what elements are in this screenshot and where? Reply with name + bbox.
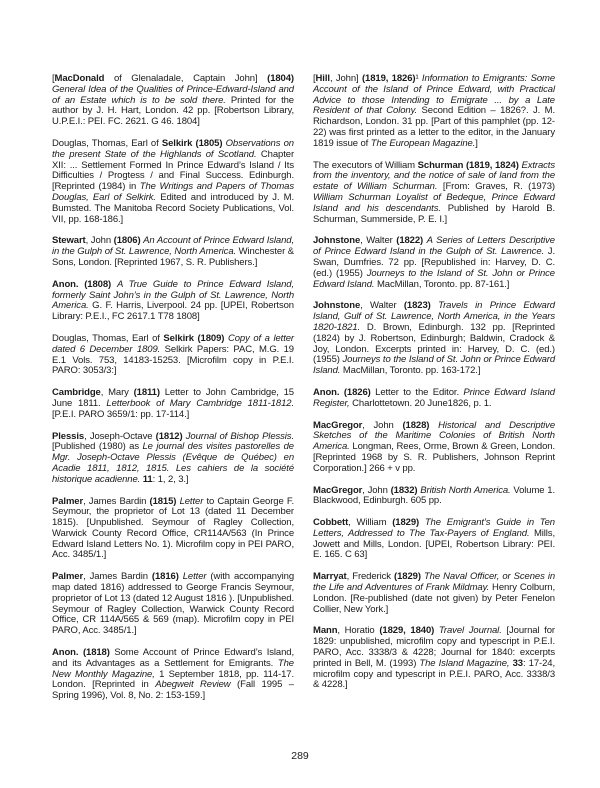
bibliography-entry: Plessis, Joseph-Octave (1812) Journal of Bishop Plessis. [Published (1980) as Le journal des visites pastorelles de Mgr. Joseph-Octave Plessis (Evêque de Québec) en Acadie 1811, 1812, 1815. Les cahiers de la société historique acadienne. 11: 1, 2, 3.] bbox=[52, 430, 294, 485]
bibliography-entry: Douglas, Thomas, Earl of Selkirk (1809) Copy of a letter dated 6 December 1809. Selkirk Papers: PAC, M.G. 19 E.1 Vols. 753, 14183-15253. [Microfilm copy in P.E.I. PARO: 3053/3:] bbox=[52, 332, 294, 377]
bibliography-entry: Palmer, James Bardin (1815) Letter to Captain George F. Seymour, the proprietor of Lot 13 (dated 11 December 1815). [Unpublished. Seymour of Ragley Collection, Warwick County Record Office, CR114A/563 (In Prince Edward Island Letters No. 1). Microfilm copy in PEI PARO, Acc. 3485/1.] bbox=[52, 495, 295, 561]
bibliography-entry: Johnstone, Walter (1822) A Series of Letters Descriptive of Prince Edward Island in the Gulph of St. Lawrence. J. Swan, Dumfries. 72 pp. [Republished in: Harvey, D. C. (ed.) (1955) Journeys to the Island of St. John or Prince Edward Island. MacMillan, Toronto. pp. 87-161.] bbox=[313, 235, 555, 290]
right-column bbox=[313, 74, 555, 702]
bibliography-entry: [Hill, John] (1819, 1826)¹ Information to Emigrants: Some Account of the Island of Prince Edward, with Practical Advice to those Intending to Emigrate ... by a Late Resident of that Colony. Second Edition – 1826?. J. M. Richardson, London. 31 pp. [Part of this pamphlet (pp. 12-22) was first printed as a letter to the editor, in the January 1819 issue of The European Magazine.] bbox=[313, 73, 555, 149]
bibliography-entry: Anon. (1818) Some Account of Prince Edward’s Island, and its Advantages as a Settlement for Emigrants. The New Monthly Magazine, 1 September 1818, pp. 114-17. London. [Reprinted in Abegweit Review (Fall 1995 – Spring 1996), Vol. 8, No. 2: 153-159.] bbox=[52, 647, 295, 702]
bibliography-entry: Douglas, Thomas, Earl of Selkirk (1805) Observations on the present State of the Highlands of Scotland. Chapter XII: ... Settlement Formed In Prince Edward’s Island / Its Difficulties / Progtess / and Final Success. Edinburgh. [Reprinted (1984) in The Writings and Papers of Thomas Douglas, Earl of Selkirk. Edited and introduced by J. M. Bumsted. The Manitoba Record Society Publications, Vol. VII, pp. 168-186.] bbox=[52, 137, 295, 225]
bibliography-entry: Stewart, John (1806) An Account of Prince Edward Island, in the Gulph of St. Lawrence, North America. Winchester & Sons, London. [Reprinted 1967, S. R. Publishers.] bbox=[52, 235, 294, 268]
bibliography-entry: Anon. (1808) A True Guide to Prince Edward Island, formerly Saint John’s in the Gulph of St. Lawrence, North America. G. F. Harris, Liverpool. 24 pp. [UPEI, Robertson Library: P.E.I., FC 2617.1 T78 1808] bbox=[52, 278, 294, 323]
bibliography-entry: The executors of William Schurman (1819, 1824) Extracts from the inventory, and the notice of sale of land from the estate of William Schurman. [From: Graves, R. (1973) William Schurman Loyalist of Bedeque, Prince Edward Island and his descendants. Published by Harold B. Schurman, Summerside, P. E. I.] bbox=[313, 159, 556, 225]
bibliography-entry: MacGregor, John (1832) British North America. Volume 1. Blackwood, Edinburgh. 605 pp. bbox=[313, 484, 555, 507]
bibliography-entry: Johnstone, Walter (1823) Travels in Prince Edward Island, Gulf of St. Lawrence, North America, in the Years 1820-1821. D. Brown, Edinburgh. 132 pp. [Reprinted (1824) by J. Robertson, Edinburgh; Baldwin, Cradock & Joy, London. Excerpts printed in: Harvey, D. C. (ed.) (1955) Journeys to the Island of St. John or Prince Edward Island. MacMillan, Toronto. pp. 163-172.] bbox=[313, 300, 556, 377]
bibliography-entry: MacGregor, John (1828) Historical and Descriptive Sketches of the Maritime Colonies of British North America. Longman, Rees, Orme, Brown & Green, London. [Reprinted 1968 by S. R. Publishers, Johnson Reprint Corporation.] 266 + v pp. bbox=[313, 419, 556, 474]
bibliography-entry: Mann, Horatio (1829, 1840) Travel Journal. [Journal for 1829: unpublished, microfilm copy and typescript in P.E.I. PARO, Acc. 3338/3 & 4228; Journal for 1840: excerpts printed in Bell, M. (1993) The Island Magazine, 33: 17-24, microfilm copy and typescript in P.E.I. PARO, Acc. 3338/3 & 4228.] bbox=[313, 625, 555, 691]
bibliography-entry: [MacDonald of Glenaladale, Captain John] (1804) General Idea of the Qualities of Prince-Edward-Island and of an Estate which is to be sold there. Printed for the author by J. H. Hart, London. 42 pp. [Robertson Library, U.P.E.I.: PEI. FC. 2621. G 46. 1804] bbox=[52, 73, 294, 128]
left-column bbox=[52, 74, 294, 713]
bibliography-entry: Anon. (1826) Letter to the Editor. Prince Edward Island Register, Charlottetown. 20 June1826, p. 1. bbox=[313, 386, 555, 409]
bibliography-entry: Cobbett, William (1829) The Emigrant’s Guide in Ten Letters, Addressed to The Tax-Payers of England. Mills, Jowett and Mills, London. [UPEI, Robertson Library: PEI. E. 165. C 63] bbox=[313, 517, 555, 561]
bibliography-entry: Palmer, James Bardin (1816) Letter (with accompanying map dated 1816) addressed to George Francis Seymour, proprietor of Lot 13 (dated 12 August 1816 ). [Unpublished. Seymour of Ragley Collection, Warwick County Record Office, CR 114A/565 & 569 (map). Microfilm copy in PEI PARO, Acc. 3485/1.] bbox=[52, 571, 295, 637]
bibliography-entry: Cambridge, Mary (1811) Letter to John Cambridge, 15 June 1811. Letterbook of Mary Cambridge 1811-1812. [P.E.I. PARO 3659/1: pp. 17-114.] bbox=[52, 387, 294, 420]
page-number: 289 bbox=[291, 750, 309, 762]
bibliography-entry: Marryat, Frederick (1829) The Naval Officer, or Scenes in the Life and Adventures of Frank Mildmay. Henry Colburn, London. [Re-published (date not given) by Peter Fenelon Collier, New York.] bbox=[313, 571, 556, 615]
